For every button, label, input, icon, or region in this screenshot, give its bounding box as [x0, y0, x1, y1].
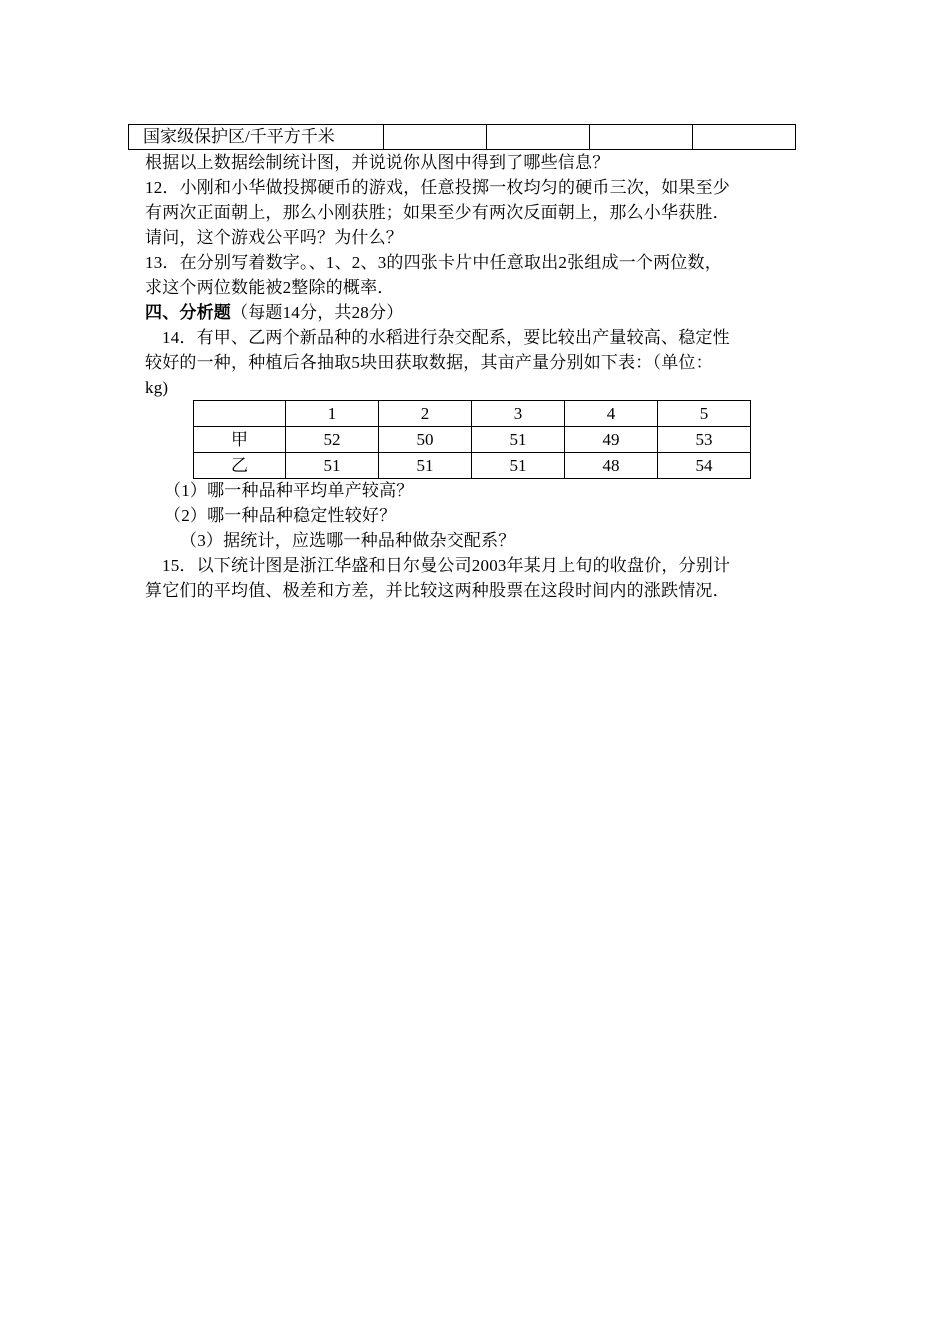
table-row — [194, 427, 751, 453]
question-13-line-2: 求这个两位数能被2整除的概率． — [145, 278, 395, 297]
table-cell: 51 — [472, 427, 565, 453]
question-12-line-1: 12．小刚和小华做投掷硬币的游戏，任意投掷一枚均匀的硬币三次，如果至少 — [145, 178, 730, 197]
table-row-label: 乙 — [194, 453, 286, 479]
table-cell: 52 — [286, 427, 379, 453]
table-header-cell: 4 — [565, 401, 658, 427]
table-header-cell: 1 — [286, 401, 379, 427]
question-14-line-2: 较好的一种，种植后各抽取5块田获取数据，其亩产量分别如下表：（单位： — [145, 353, 713, 372]
table-row — [129, 125, 796, 150]
table-cell — [693, 125, 796, 150]
table-cell: 50 — [379, 427, 472, 453]
question-13-line-1: 13．在分别写着数字。、1、2、3的四张卡片中任意取出2张组成一个两位数， — [145, 253, 722, 272]
section-heading — [145, 301, 810, 325]
question-14-sub-1: （1）哪一种品种平均单产较高？ — [164, 481, 414, 500]
table-cell — [487, 125, 590, 150]
question-12-line-3: 请问，这个游戏公平吗？为什么？ — [145, 228, 403, 247]
table-header-cell: 5 — [658, 401, 751, 427]
table-cell: 48 — [565, 453, 658, 479]
table-cell: 53 — [658, 427, 751, 453]
protected-area-table — [128, 124, 796, 150]
table-header-cell: 3 — [472, 401, 565, 427]
question-14-sub-3: （3）据统计，应选哪一种品种做杂交配系？ — [180, 531, 516, 550]
table-row-label: 甲 — [194, 427, 286, 453]
section-note: （每题14分，共28分） — [231, 303, 404, 322]
question-15-line-2: 算它们的平均值、极差和方差，并比较这两种股票在这段时间内的涨跌情况． — [145, 581, 730, 600]
table-cell: 51 — [286, 453, 379, 479]
rice-yield-table — [193, 400, 751, 479]
question-14-line-1: 14．有甲、乙两个新品种的水稻进行杂交配系，要比较出产量较高、稳定性 — [162, 328, 730, 347]
table-header-cell: 2 — [379, 401, 472, 427]
table-cell: 51 — [472, 453, 565, 479]
question-12-line-2: 有两次正面朝上，那么小刚获胜；如果至少有两次反面朝上，那么小华获胜． — [145, 203, 730, 222]
table-cell: 51 — [379, 453, 472, 479]
table-cell: 54 — [658, 453, 751, 479]
table-cell: 49 — [565, 427, 658, 453]
table-cell — [384, 125, 487, 150]
table-row — [194, 453, 751, 479]
question-15-line-1: 15．以下统计图是浙江华盛和日尔曼公司2003年某月上旬的收盘价，分别计 — [162, 556, 731, 575]
section-title: 四、分析题 — [145, 303, 231, 322]
table-header-cell — [194, 401, 286, 427]
question-14-sub-2: （2）哪一种品种稳定性较好？ — [164, 506, 397, 525]
question-14-line-3: kg) — [145, 378, 169, 397]
table-cell — [590, 125, 693, 150]
paragraph-line: 根据以上数据绘制统计图，并说说你从图中得到了哪些信息？ — [145, 153, 610, 172]
table-row-label: 国家级保护区/千平方千米 — [129, 125, 384, 150]
table-header-row — [194, 401, 751, 427]
